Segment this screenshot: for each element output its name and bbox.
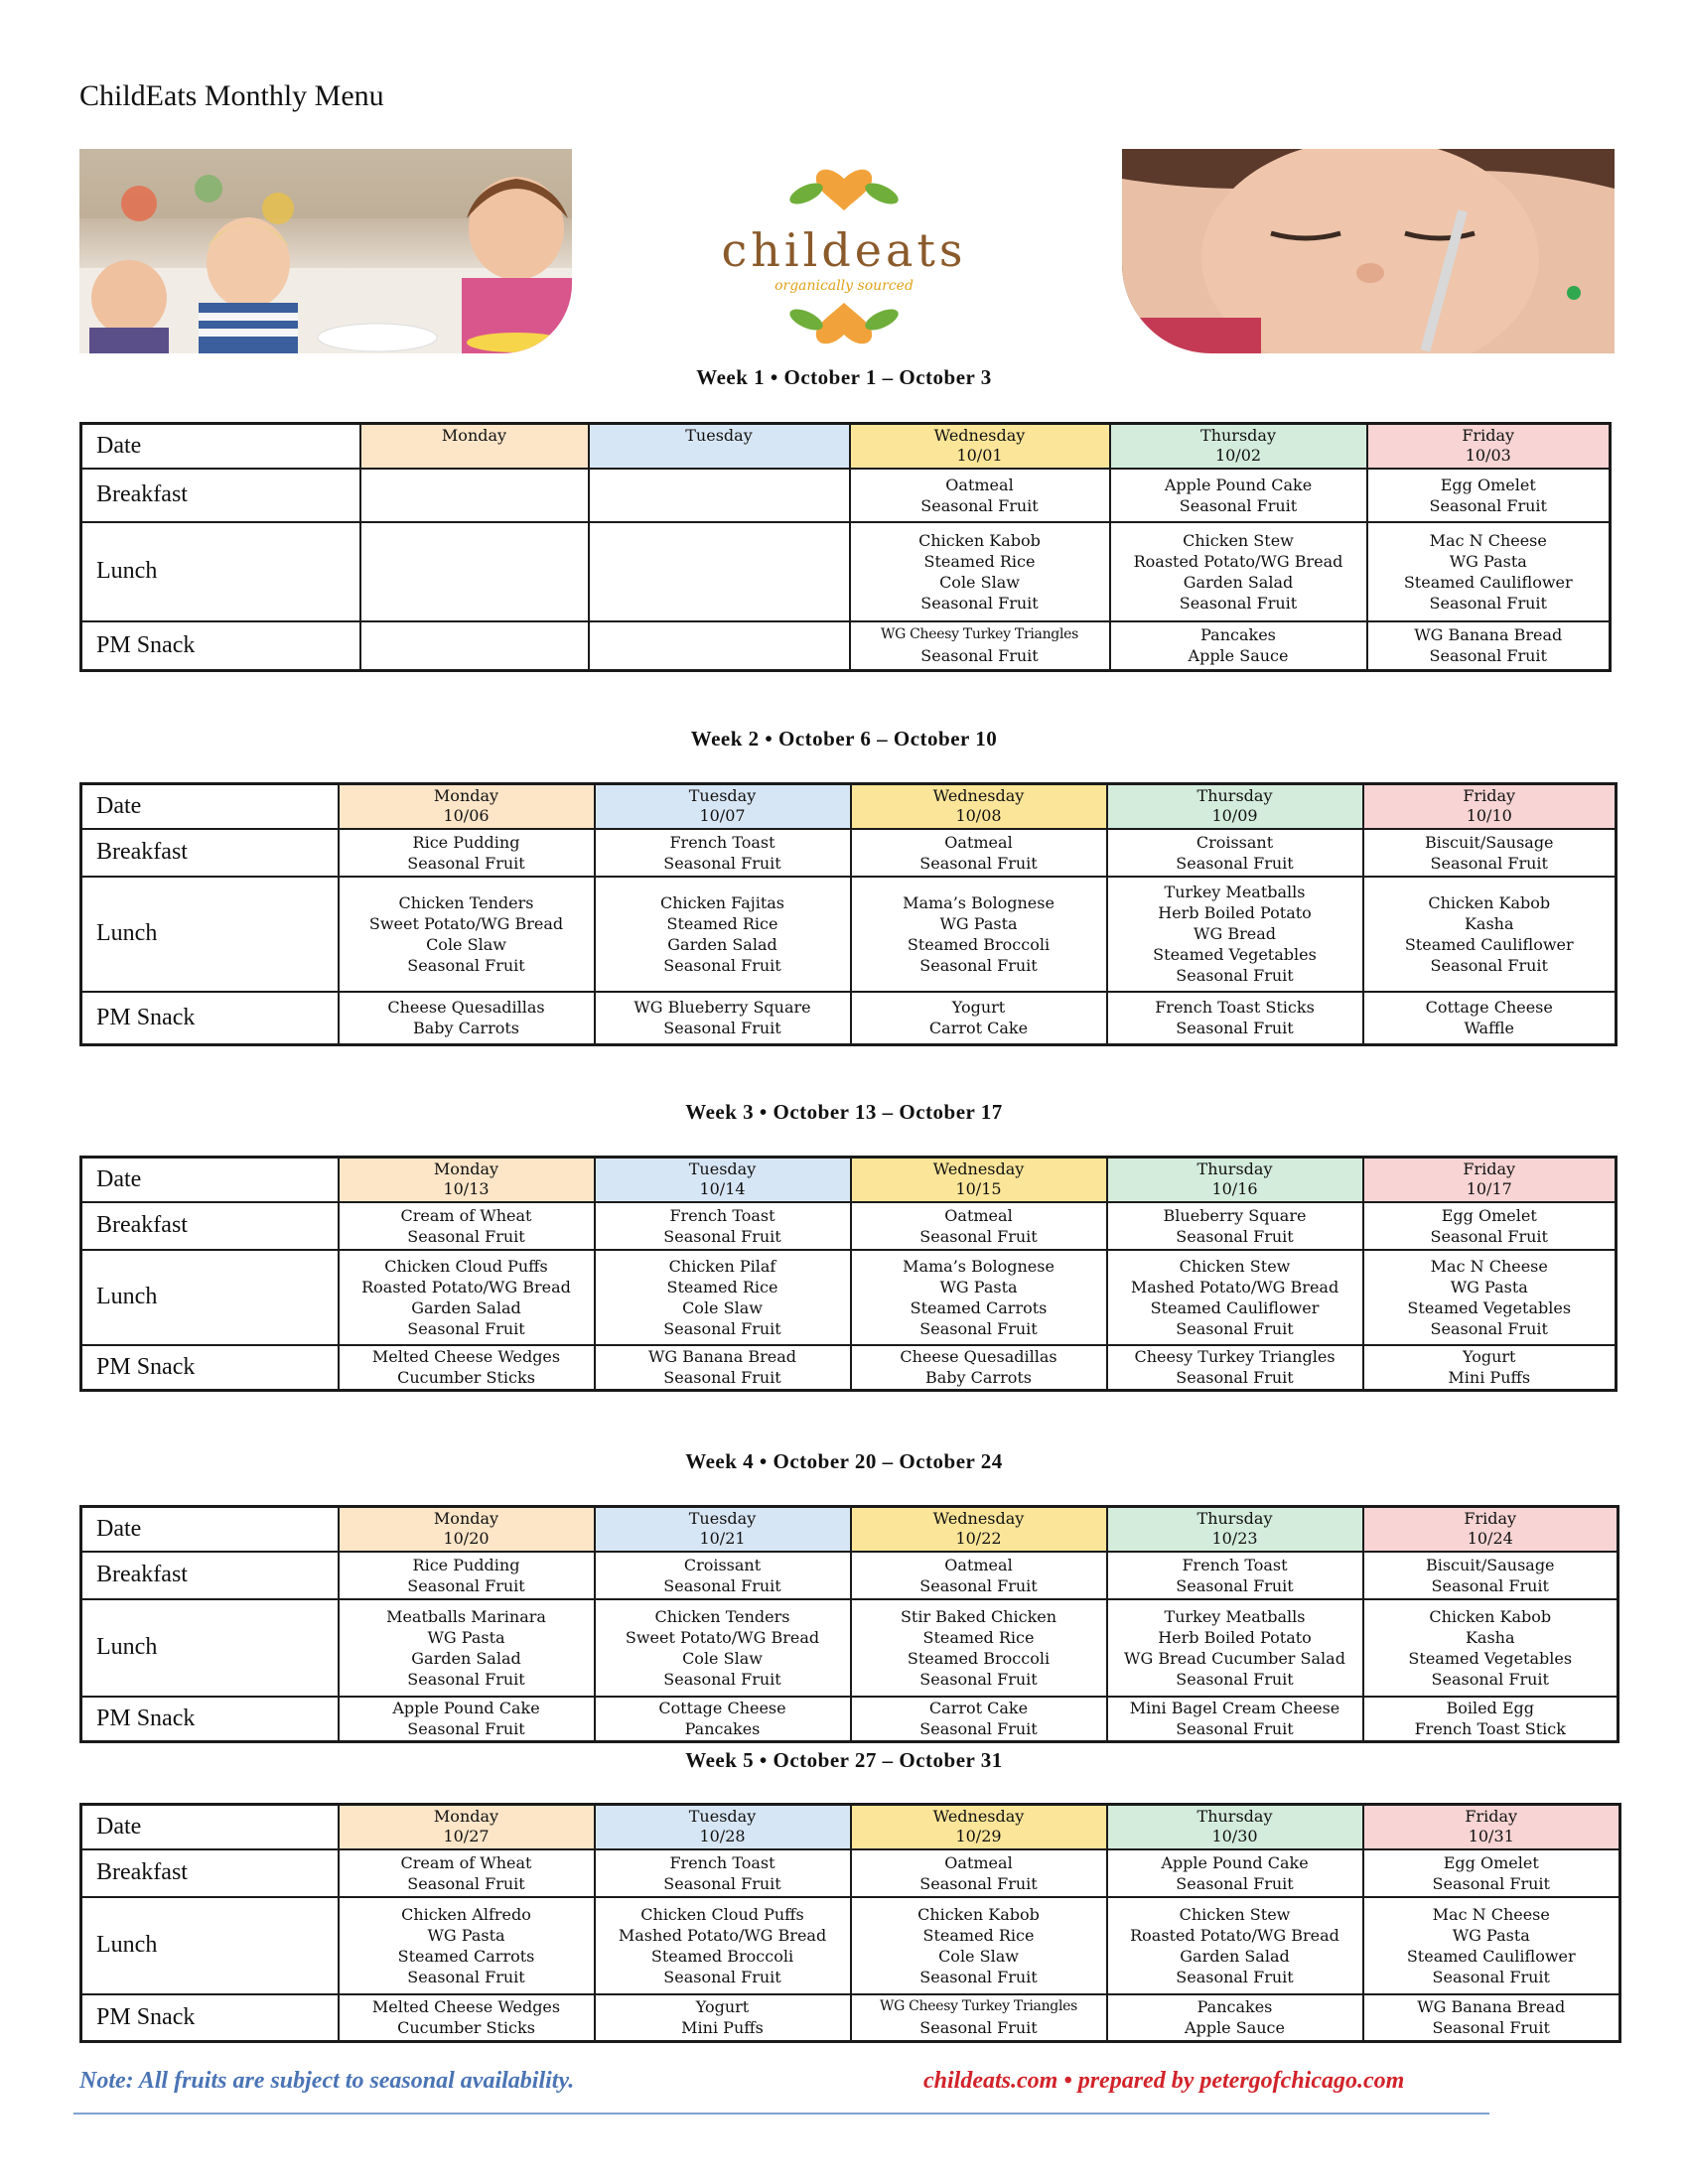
menu-cell: Chicken Cloud Puffs Roasted Potato/WG Bread Garden Salad Seasonal Fruit [339, 1250, 595, 1345]
menu-cell: Yogurt Mini Puffs [595, 1994, 851, 2042]
week-2-heading: Week 2 • October 6 – October 10 [690, 727, 998, 751]
breakfast-label: Breakfast [81, 829, 339, 877]
menu-cell: Cheese Quesadillas Baby Carrots [851, 1345, 1107, 1391]
lunch-label: Lunch [81, 877, 339, 992]
week-3-heading: Week 3 • October 13 – October 17 [685, 1100, 1003, 1124]
menu-cell: Mama’s Bolognese WG Pasta Steamed Broccoli Seasonal Fruit [851, 877, 1107, 992]
menu-cell: WG Cheesy Turkey Triangles Seasonal Fruit [851, 1994, 1107, 2042]
breakfast-label: Breakfast [81, 1552, 339, 1599]
menu-cell: Oatmeal Seasonal Fruit [851, 1849, 1107, 1897]
menu-cell: Chicken Kabob Steamed Rice Cole Slaw Seasonal Fruit [850, 522, 1110, 621]
menu-cell: Rice Pudding Seasonal Fruit [339, 829, 595, 877]
menu-cell [589, 469, 850, 522]
menu-cell [589, 621, 850, 671]
menu-cell: Oatmeal Seasonal Fruit [851, 1202, 1107, 1250]
menu-cell: Egg Omelet Seasonal Fruit [1363, 1202, 1617, 1250]
menu-cell: Chicken Stew Roasted Potato/WG Bread Garden Salad Seasonal Fruit [1110, 522, 1367, 621]
date-label: Date [81, 1805, 339, 1849]
logo-wordmark: childeats [721, 223, 967, 277]
menu-cell: Cream of Wheat Seasonal Fruit [339, 1202, 595, 1250]
lunch-label: Lunch [81, 522, 360, 621]
day-header: Wednesday 10/15 [851, 1158, 1107, 1202]
menu-cell: Carrot Cake Seasonal Fruit [851, 1697, 1107, 1742]
child-face-photo [1122, 149, 1615, 353]
date-label: Date [81, 424, 360, 469]
day-header: Thursday 10/23 [1107, 1507, 1363, 1552]
footer-divider [73, 2113, 1489, 2115]
lunch-label: Lunch [81, 1599, 339, 1697]
menu-cell: Chicken Cloud Puffs Mashed Potato/WG Bread Steamed Broccoli Seasonal Fruit [595, 1897, 851, 1994]
menu-cell [360, 469, 589, 522]
day-header: Monday 10/13 [339, 1158, 595, 1202]
menu-cell: Melted Cheese Wedges Cucumber Sticks [339, 1994, 595, 2042]
snack-label: PM Snack [81, 1697, 339, 1742]
menu-cell: WG Cheesy Turkey Triangles Seasonal Fruit [850, 621, 1110, 671]
snack-label: PM Snack [81, 621, 360, 671]
menu-cell: French Toast Sticks Seasonal Fruit [1107, 992, 1363, 1045]
menu-cell: Mini Bagel Cream Cheese Seasonal Fruit [1107, 1697, 1363, 1742]
menu-cell: Oatmeal Seasonal Fruit [851, 1552, 1107, 1599]
menu-cell: Mac N Cheese WG Pasta Steamed Cauliflower Seasonal Fruit [1363, 1897, 1620, 1994]
menu-cell: Cream of Wheat Seasonal Fruit [339, 1849, 595, 1897]
week-4-heading: Week 4 • October 20 – October 24 [685, 1449, 1003, 1473]
menu-cell: Meatballs Marinara WG Pasta Garden Salad Seasonal Fruit [339, 1599, 595, 1697]
menu-cell: Chicken Fajitas Steamed Rice Garden Salad Seasonal Fruit [595, 877, 851, 992]
website-credit: childeats.com • prepared by petergofchicago.com [923, 2068, 1405, 2094]
menu-cell: Oatmeal Seasonal Fruit [851, 829, 1107, 877]
menu-cell: Cottage Cheese Pancakes [595, 1697, 851, 1742]
day-header: Thursday 10/30 [1107, 1805, 1363, 1849]
menu-cell: Rice Pudding Seasonal Fruit [339, 1552, 595, 1599]
menu-cell: French Toast Seasonal Fruit [595, 1849, 851, 1897]
breakfast-label: Breakfast [81, 1849, 339, 1897]
menu-cell: Turkey Meatballs Herb Boiled Potato WG Bread Cucumber Salad Seasonal Fruit [1107, 1599, 1363, 1697]
menu-cell: Chicken Tenders Sweet Potato/WG Bread Cole Slaw Seasonal Fruit [339, 877, 595, 992]
menu-cell: French Toast Seasonal Fruit [595, 829, 851, 877]
breakfast-label: Breakfast [81, 469, 360, 522]
snack-label: PM Snack [81, 992, 339, 1045]
menu-cell [360, 522, 589, 621]
menu-cell: French Toast Seasonal Fruit [1107, 1552, 1363, 1599]
menu-cell: Biscuit/Sausage Seasonal Fruit [1363, 829, 1617, 877]
menu-cell: Chicken Stew Roasted Potato/WG Bread Garden Salad Seasonal Fruit [1107, 1897, 1363, 1994]
menu-cell [589, 522, 850, 621]
day-header: Friday 10/31 [1363, 1805, 1620, 1849]
menu-cell: Turkey Meatballs Herb Boiled Potato WG Bread Steamed Vegetables Seasonal Fruit [1107, 877, 1363, 992]
snack-label: PM Snack [81, 1994, 339, 2042]
day-header: Friday 10/24 [1363, 1507, 1618, 1552]
week-2-table [79, 782, 1618, 1046]
day-header: Thursday 10/09 [1107, 784, 1363, 829]
menu-cell: Chicken Kabob Kasha Steamed Cauliflower Seasonal Fruit [1363, 877, 1617, 992]
menu-cell: Pancakes Apple Sauce [1110, 621, 1367, 671]
menu-cell: Melted Cheese Wedges Cucumber Sticks [339, 1345, 595, 1391]
seasonal-note: Note: All fruits are subject to seasonal availability. [79, 2068, 575, 2094]
day-header: Tuesday 10/21 [595, 1507, 851, 1552]
week-5-table [79, 1803, 1621, 2043]
day-header: Tuesday 10/14 [595, 1158, 851, 1202]
lunch-label: Lunch [81, 1897, 339, 1994]
menu-cell: Apple Pound Cake Seasonal Fruit [339, 1697, 595, 1742]
menu-cell [360, 621, 589, 671]
menu-cell: Cheese Quesadillas Baby Carrots [339, 992, 595, 1045]
week-1-heading: Week 1 • October 1 – October 3 [696, 365, 992, 389]
menu-cell: WG Banana Bread Seasonal Fruit [1367, 621, 1611, 671]
day-header: Wednesday 10/22 [851, 1507, 1107, 1552]
menu-cell: Chicken Alfredo WG Pasta Steamed Carrots Seasonal Fruit [339, 1897, 595, 1994]
menu-cell: Oatmeal Seasonal Fruit [850, 469, 1110, 522]
day-header: Monday 10/27 [339, 1805, 595, 1849]
day-header: Monday [360, 424, 589, 469]
menu-cell: Chicken Tenders Sweet Potato/WG Bread Cole Slaw Seasonal Fruit [595, 1599, 851, 1697]
menu-cell: Apple Pound Cake Seasonal Fruit [1110, 469, 1367, 522]
menu-cell: Chicken Stew Mashed Potato/WG Bread Steamed Cauliflower Seasonal Fruit [1107, 1250, 1363, 1345]
day-header: Thursday 10/02 [1110, 424, 1367, 469]
week-3-table [79, 1156, 1618, 1392]
day-header: Wednesday 10/01 [850, 424, 1110, 469]
menu-cell: Yogurt Carrot Cake [851, 992, 1107, 1045]
menu-cell: Blueberry Square Seasonal Fruit [1107, 1202, 1363, 1250]
day-header: Friday 10/03 [1367, 424, 1611, 469]
snack-label: PM Snack [81, 1345, 339, 1391]
day-header: Tuesday 10/07 [595, 784, 851, 829]
day-header: Friday 10/17 [1363, 1158, 1617, 1202]
page-title: ChildEats Monthly Menu [79, 79, 384, 112]
menu-cell: Boiled Egg French Toast Stick [1363, 1697, 1618, 1742]
menu-cell: Cottage Cheese Waffle [1363, 992, 1617, 1045]
date-label: Date [81, 784, 339, 829]
menu-cell: French Toast Seasonal Fruit [595, 1202, 851, 1250]
childeats-logo [695, 149, 993, 353]
breakfast-label: Breakfast [81, 1202, 339, 1250]
menu-cell: Mac N Cheese WG Pasta Steamed Vegetables Seasonal Fruit [1363, 1250, 1617, 1345]
menu-cell: Stir Baked Chicken Steamed Rice Steamed Broccoli Seasonal Fruit [851, 1599, 1107, 1697]
menu-cell: WG Banana Bread Seasonal Fruit [1363, 1994, 1620, 2042]
day-header: Friday 10/10 [1363, 784, 1617, 829]
day-header: Tuesday [589, 424, 850, 469]
menu-cell: Egg Omelet Seasonal Fruit [1367, 469, 1611, 522]
day-header: Monday 10/06 [339, 784, 595, 829]
menu-cell: Chicken Kabob Steamed Rice Cole Slaw Seasonal Fruit [851, 1897, 1107, 1994]
day-header: Thursday 10/16 [1107, 1158, 1363, 1202]
menu-cell: Egg Omelet Seasonal Fruit [1363, 1849, 1620, 1897]
children-eating-photo [79, 149, 572, 353]
menu-cell: Chicken Kabob Kasha Steamed Vegetables Seasonal Fruit [1363, 1599, 1618, 1697]
menu-cell: WG Blueberry Square Seasonal Fruit [595, 992, 851, 1045]
menu-cell: WG Banana Bread Seasonal Fruit [595, 1345, 851, 1391]
date-label: Date [81, 1158, 339, 1202]
menu-cell: Croissant Seasonal Fruit [595, 1552, 851, 1599]
week-1-table [79, 422, 1612, 672]
menu-cell: Cheesy Turkey Triangles Seasonal Fruit [1107, 1345, 1363, 1391]
week-4-table [79, 1505, 1619, 1743]
menu-cell: Mac N Cheese WG Pasta Steamed Cauliflower Seasonal Fruit [1367, 522, 1611, 621]
menu-cell: Yogurt Mini Puffs [1363, 1345, 1617, 1391]
menu-cell: Pancakes Apple Sauce [1107, 1994, 1363, 2042]
menu-cell: Croissant Seasonal Fruit [1107, 829, 1363, 877]
day-header: Wednesday 10/29 [851, 1805, 1107, 1849]
menu-cell: Mama’s Bolognese WG Pasta Steamed Carrots Seasonal Fruit [851, 1250, 1107, 1345]
day-header: Wednesday 10/08 [851, 784, 1107, 829]
day-header: Tuesday 10/28 [595, 1805, 851, 1849]
menu-cell: Chicken Pilaf Steamed Rice Cole Slaw Seasonal Fruit [595, 1250, 851, 1345]
lunch-label: Lunch [81, 1250, 339, 1345]
day-header: Monday 10/20 [339, 1507, 595, 1552]
menu-cell: Apple Pound Cake Seasonal Fruit [1107, 1849, 1363, 1897]
date-label: Date [81, 1507, 339, 1552]
week-5-heading: Week 5 • October 27 – October 31 [685, 1748, 1003, 1772]
logo-tagline: organically sourced [774, 278, 914, 294]
menu-cell: Biscuit/Sausage Seasonal Fruit [1363, 1552, 1618, 1599]
